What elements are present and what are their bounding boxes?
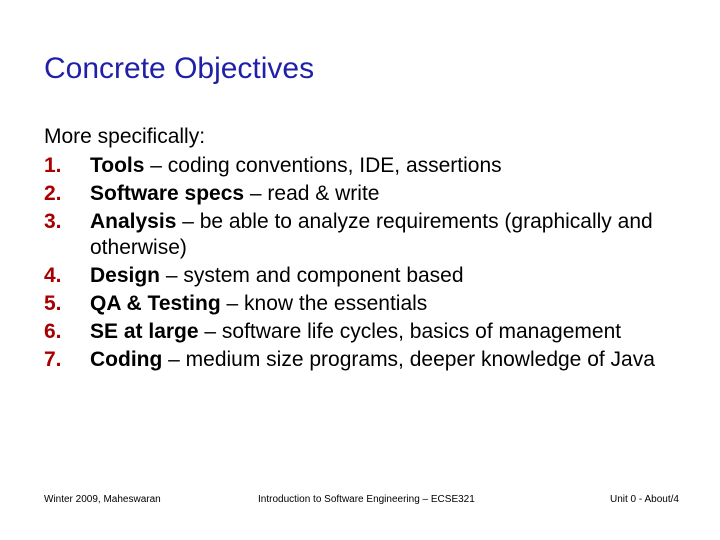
footer-author: Winter 2009, Maheswaran	[44, 494, 161, 505]
item-number: 7.	[44, 348, 62, 371]
list-item	[44, 347, 684, 373]
item-heading: QA & Testing	[90, 292, 221, 315]
item-number: 3.	[44, 210, 62, 233]
item-description: – medium size programs, deeper knowledge of Java	[162, 348, 655, 371]
footer-page: Unit 0 - About/4	[610, 494, 679, 505]
item-number: 4.	[44, 264, 62, 287]
item-number: 2.	[44, 182, 62, 205]
intro-text: More specifically:	[44, 125, 206, 148]
item-number: 6.	[44, 320, 62, 343]
list-item	[44, 291, 684, 317]
list-item	[44, 153, 684, 179]
item-heading: Software specs	[90, 182, 245, 205]
item-heading: Tools	[90, 154, 145, 177]
item-heading: SE at large	[90, 320, 199, 343]
item-heading: Analysis	[90, 210, 177, 233]
item-number: 1.	[44, 154, 62, 177]
item-heading: Design	[90, 264, 161, 287]
list-item	[44, 319, 684, 345]
list-item	[44, 209, 684, 261]
objectives-list	[44, 153, 684, 375]
item-description: – read & write	[244, 182, 380, 205]
item-heading: Coding	[90, 348, 163, 371]
item-number: 5.	[44, 292, 62, 315]
item-description: – coding conventions, IDE, assertions	[144, 154, 502, 177]
list-item	[44, 263, 684, 289]
slide-title: Concrete Objectives	[44, 52, 315, 85]
footer-course: Introduction to Software Engineering – ECSE321	[258, 494, 475, 505]
list-item	[44, 181, 684, 207]
item-description: – be able to analyze requirements (graphically and otherwise)	[90, 210, 653, 259]
item-description: – software life cycles, basics of management	[198, 320, 622, 343]
item-description: – system and component based	[160, 264, 464, 287]
item-description: – know the essentials	[220, 292, 428, 315]
